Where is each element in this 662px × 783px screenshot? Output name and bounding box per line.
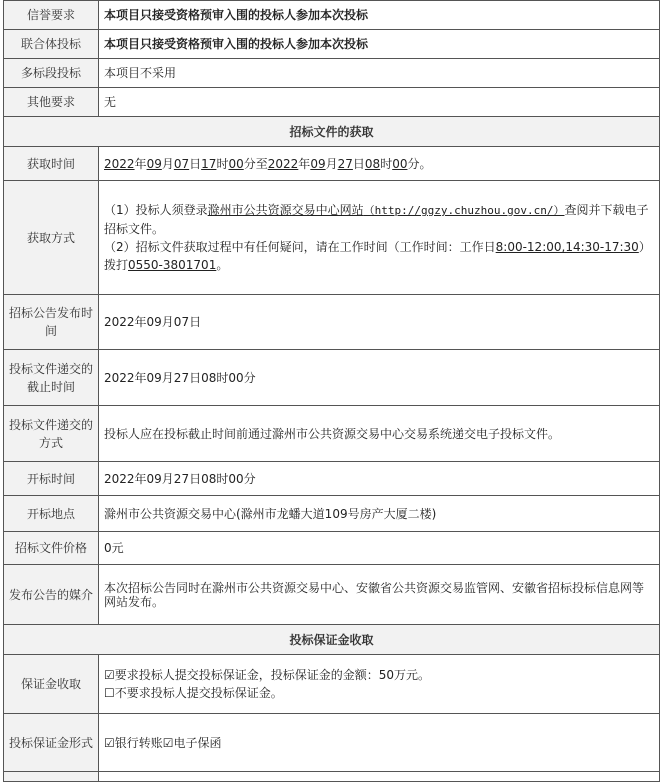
t-min-to: 分至 <box>243 156 268 171</box>
section-deposit-row <box>4 625 660 655</box>
consortium-label: 联合体投标 <box>4 30 99 59</box>
deposit-option-not-required: ☐不要求投标人提交投标保证金。 <box>104 686 283 700</box>
start-day: 07 <box>173 156 190 171</box>
cutoff-label <box>4 772 99 782</box>
site-url[interactable]: （http://ggzy.chuzhou.gov.cn/） <box>363 204 565 217</box>
t-year-1: 年 <box>134 156 147 171</box>
row-publish-time <box>4 295 660 350</box>
deposit-label: 保证金收取 <box>4 655 99 714</box>
publish-time-value: 2022年09月07日 <box>99 295 660 350</box>
obtain-time-label: 获取时间 <box>4 147 99 181</box>
row-open-place <box>4 496 660 532</box>
row-doc-price <box>4 532 660 565</box>
row-deadline <box>4 350 660 406</box>
consortium-value: 本项目只接受资格预审入围的投标人参加本次投标 <box>99 30 660 59</box>
start-year: 2022 <box>104 156 135 171</box>
open-place-value: 滁州市公共资源交易中心(滁州市龙蟠大道109号房产大厦二楼) <box>99 496 660 532</box>
bid-info-table <box>3 0 660 782</box>
t-year-2: 年 <box>298 156 311 171</box>
p2-text-c: 。 <box>216 258 229 272</box>
open-place-label: 开标地点 <box>4 496 99 532</box>
other-value: 无 <box>99 88 660 117</box>
obtain-method-p1 <box>104 201 654 238</box>
doc-price-label: 招标文件价格 <box>4 532 99 565</box>
row-cutoff <box>4 772 660 782</box>
start-hour: 17 <box>201 156 217 171</box>
row-multi-lot <box>4 59 660 88</box>
start-month: 09 <box>146 156 162 171</box>
t-day-1: 日 <box>189 156 202 171</box>
row-open-time <box>4 462 660 496</box>
deposit-form-value: ☑银行转账☑电子保函 <box>99 714 660 772</box>
doc-price-value: 0元 <box>99 532 660 565</box>
site-link[interactable]: 滁州市公共资源交易中心网站 <box>207 203 364 217</box>
obtain-time-value <box>99 147 660 181</box>
end-hour: 08 <box>364 156 381 171</box>
row-deposit-form <box>4 714 660 772</box>
media-value: 本次招标公告同时在滁州市公共资源交易中心、安徽省公共资源交易监管网、安徽省招标投标信息网等网站发布。 <box>99 565 660 625</box>
credit-value: 本项目只接受资格预审入围的投标人参加本次投标 <box>99 1 660 30</box>
cutoff-value <box>99 772 660 782</box>
p1-text-a: （1）投标人须登录 <box>104 203 208 217</box>
row-media <box>4 565 660 625</box>
other-label: 其他要求 <box>4 88 99 117</box>
row-consortium <box>4 30 660 59</box>
phone-number: 0550-3801701 <box>128 258 217 272</box>
row-deposit <box>4 655 660 714</box>
row-submit-method <box>4 406 660 462</box>
publish-time-label: 招标公告发布时间 <box>4 295 99 350</box>
row-obtain-time <box>4 147 660 181</box>
obtain-method-label: 获取方式 <box>4 181 99 295</box>
deadline-value: 2022年09月27日08时00分 <box>99 350 660 406</box>
deposit-form-label: 投标保证金形式 <box>4 714 99 772</box>
multi-lot-label: 多标段投标 <box>4 59 99 88</box>
t-month-2: 月 <box>325 156 338 171</box>
p1-text-b: 查阅并下载电子招标文件。 <box>104 203 649 236</box>
section-deposit-title: 投标保证金收取 <box>4 625 660 655</box>
deposit-option-required: ☑要求投标人提交投标保证金，投标保证金的金额：50万元。 <box>104 668 431 682</box>
section-obtain-title: 招标文件的获取 <box>4 117 660 147</box>
obtain-method-p2 <box>104 238 654 274</box>
t-hour-1: 时 <box>216 156 229 171</box>
row-credit <box>4 1 660 30</box>
deposit-value <box>99 655 660 714</box>
obtain-method-value <box>99 181 660 295</box>
submit-method-value: 投标人应在投标截止时间前通过滁州市公共资源交易中心交易系统递交电子投标文件。 <box>99 406 660 462</box>
section-obtain-row <box>4 117 660 147</box>
t-end: 分。 <box>407 156 432 171</box>
end-year: 2022 <box>267 156 299 171</box>
submit-method-label: 投标文件递交的方式 <box>4 406 99 462</box>
row-other <box>4 88 660 117</box>
p2-text-b: ）拨打 <box>104 240 651 272</box>
multi-lot-value: 本项目不采用 <box>99 59 660 88</box>
t-hour-2: 时 <box>380 156 393 171</box>
p2-text-a: （2）招标文件获取过程中有任何疑问，请在工作时间（工作时间：工作日 <box>104 240 496 254</box>
open-time-value: 2022年09月27日08时00分 <box>99 462 660 496</box>
deadline-label: 投标文件递交的截止时间 <box>4 350 99 406</box>
end-day: 27 <box>337 156 353 171</box>
end-month: 09 <box>310 156 326 171</box>
open-time-label: 开标时间 <box>4 462 99 496</box>
start-minute: 00 <box>228 156 244 171</box>
t-month-1: 月 <box>161 156 174 171</box>
credit-label: 信誉要求 <box>4 1 99 30</box>
end-minute: 00 <box>392 156 408 171</box>
media-label: 发布公告的媒介 <box>4 565 99 625</box>
work-hours: 8:00-12:00,14:30-17:30 <box>495 240 639 254</box>
row-obtain-method <box>4 181 660 295</box>
t-day-2: 日 <box>352 156 365 171</box>
